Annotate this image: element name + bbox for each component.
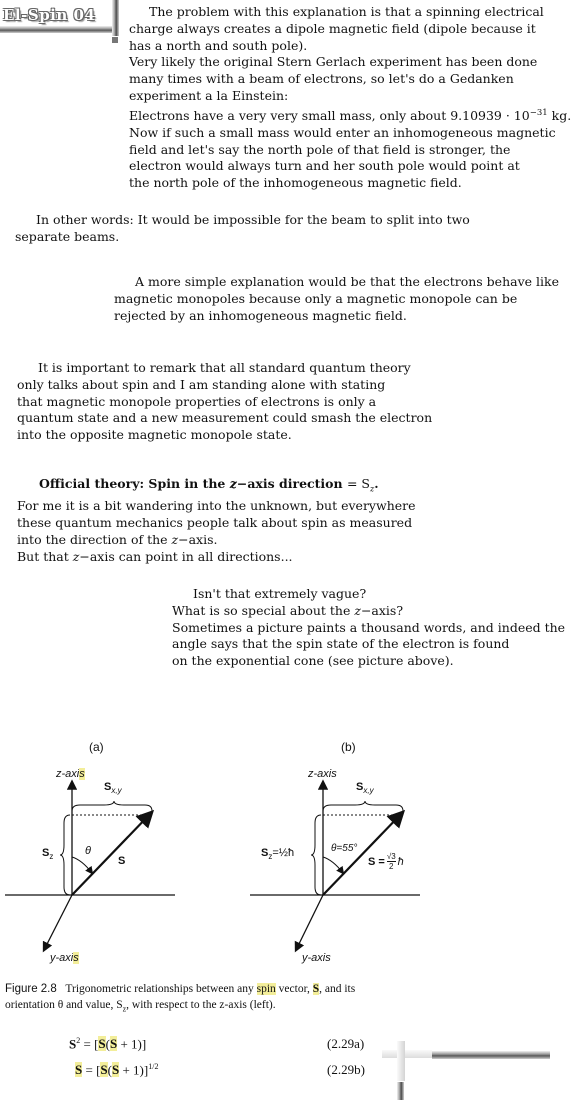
text-line: only talks about spin and I am standing alone with stating	[17, 376, 386, 392]
header-vertical-bar	[112, 0, 119, 36]
footer-cross-v	[397, 1041, 405, 1081]
paragraph-other-words	[15, 212, 470, 246]
y-axis-label-a: y-axis	[50, 952, 79, 964]
text-line: Isn't that extremely vague?	[193, 586, 367, 601]
text-line: quantum state and a new measurement could smash the electron	[17, 410, 433, 426]
text-line: Sometimes a picture paints a thousand words, and indeed the	[172, 619, 566, 635]
header-bar	[0, 26, 118, 33]
equation-number-b: (2.29b)	[327, 1062, 365, 1077]
text-line: Very likely the original Stern Gerlach experiment has been done	[129, 54, 538, 70]
text-line: field and let's say the north pole of that field is stronger, the	[129, 141, 511, 157]
text-line: charge always creates a dipole magnetic field (dipole because it	[129, 20, 536, 36]
paragraph-official-theory	[17, 476, 416, 565]
text-line: the north pole of the inhomogeneous magnetic field.	[129, 175, 462, 191]
footer-vertical-bar	[397, 1082, 404, 1100]
s-label-b: S = $\frac{√3}{2}$ ħ	[368, 852, 404, 871]
text-line: electron would always turn and her south pole would point at	[129, 158, 520, 174]
text-line: many times with a beam of electrons, so let's do a Gedanken	[129, 71, 514, 87]
brace-sxy-b	[323, 801, 403, 811]
text-line: into the direction of the z−axis.	[17, 531, 218, 547]
text-line: For me it is a bit wandering into the unknown, but everywhere	[17, 498, 416, 514]
text-line: on the exponential cone (see picture above).	[172, 653, 454, 669]
text-line: into the opposite magnetic monopole state.	[17, 427, 292, 443]
text-line: these quantum mechanics people talk about spin as measured	[17, 515, 413, 531]
brace-sz-b	[311, 815, 321, 895]
brace-sxy-a	[72, 801, 152, 811]
caption-line: orientation θ and value, $S_z$, with respect to the z-axis (left).	[5, 999, 276, 1014]
caption-line: Figure 2.8 Trigonometric relationships between any spin vector, S, and its	[5, 983, 356, 995]
caption-label: Figure 2.8	[5, 983, 57, 995]
paragraph-vague	[172, 586, 565, 670]
paragraph-remark	[17, 360, 432, 444]
panel-a-label: (a)	[89, 740, 104, 754]
text-line: rejected by an inhomogeneous magnetic field.	[114, 307, 407, 323]
text-line: In other words: It would be impossible for the beam to split into two	[36, 212, 470, 227]
text-line: What is so special about the z−axis?	[172, 602, 404, 618]
angle-arc-a	[72, 857, 92, 873]
panel-b-label: (b)	[341, 740, 356, 754]
text-line: separate beams.	[15, 228, 120, 244]
header-small-square	[112, 37, 118, 43]
equation-2-29a: $S^2 = [S(S + 1)]$	[69, 1036, 147, 1052]
text-line: magnetic monopoles because only a magnetic monopole can be	[114, 290, 518, 306]
z-axis-label-b: z-axis	[308, 768, 337, 780]
footer-cross-h	[382, 1050, 432, 1058]
panel-a-diagram	[5, 782, 175, 950]
text-line: It is important to remark that all standard quantum theory	[38, 360, 411, 375]
paragraph-monopole	[114, 274, 559, 324]
text-line: A more simple explanation would be that the electrons behave like	[135, 274, 559, 289]
text-line: But that z−axis can point in all directions...	[17, 548, 293, 564]
text-line: Official theory: Spin in the z−axis direction = $S_z$.	[39, 476, 379, 494]
y-axis-b	[296, 895, 323, 950]
z-axis-label-a: z-axis	[56, 768, 85, 780]
s-label-a: S	[118, 855, 126, 867]
equation-2-29b: $S = [S(S + 1)]^{1/2}$	[75, 1062, 159, 1078]
sxy-label-a: $S_{x,y}$	[104, 781, 122, 796]
text-line: has a north and south pole).	[129, 37, 308, 53]
text-line: The problem with this explanation is that a spinning electrical	[149, 4, 544, 19]
angle-arc-b	[323, 857, 343, 873]
sz-label-a: $S_z$	[42, 847, 54, 862]
text-line: Electrons have a very very small mass, only about $9.10939 \cdot 10^{-31}$ kg.	[129, 107, 571, 123]
figure-caption	[5, 981, 355, 1017]
text-line: angle says that the spin state of the electron is found	[172, 636, 510, 652]
text-line: experiment a la Einstein:	[129, 87, 289, 103]
sz-label-b: $S_z=\frac{1}{2}ħ$	[261, 847, 295, 862]
text-line: Now if such a small mass would enter an inhomogeneous magnetic	[129, 124, 556, 140]
sxy-label-b: $S_{x,y}$	[356, 781, 374, 796]
spin-figure	[0, 735, 550, 975]
paragraph-intro	[129, 4, 571, 192]
y-axis-a	[44, 895, 72, 950]
brace-sz-a	[60, 815, 70, 895]
page-title: El-Spin 04	[3, 6, 96, 24]
spin-vector-a	[72, 813, 151, 895]
equation-number-a: (2.29a)	[327, 1036, 365, 1051]
footer-bar	[432, 1051, 550, 1059]
theta-label-b: θ=55°	[331, 843, 358, 854]
y-axis-label-b: y-axis	[302, 952, 331, 964]
theta-label-a: θ	[85, 845, 91, 857]
text-line: that magnetic monopole properties of electrons is only a	[17, 393, 377, 409]
